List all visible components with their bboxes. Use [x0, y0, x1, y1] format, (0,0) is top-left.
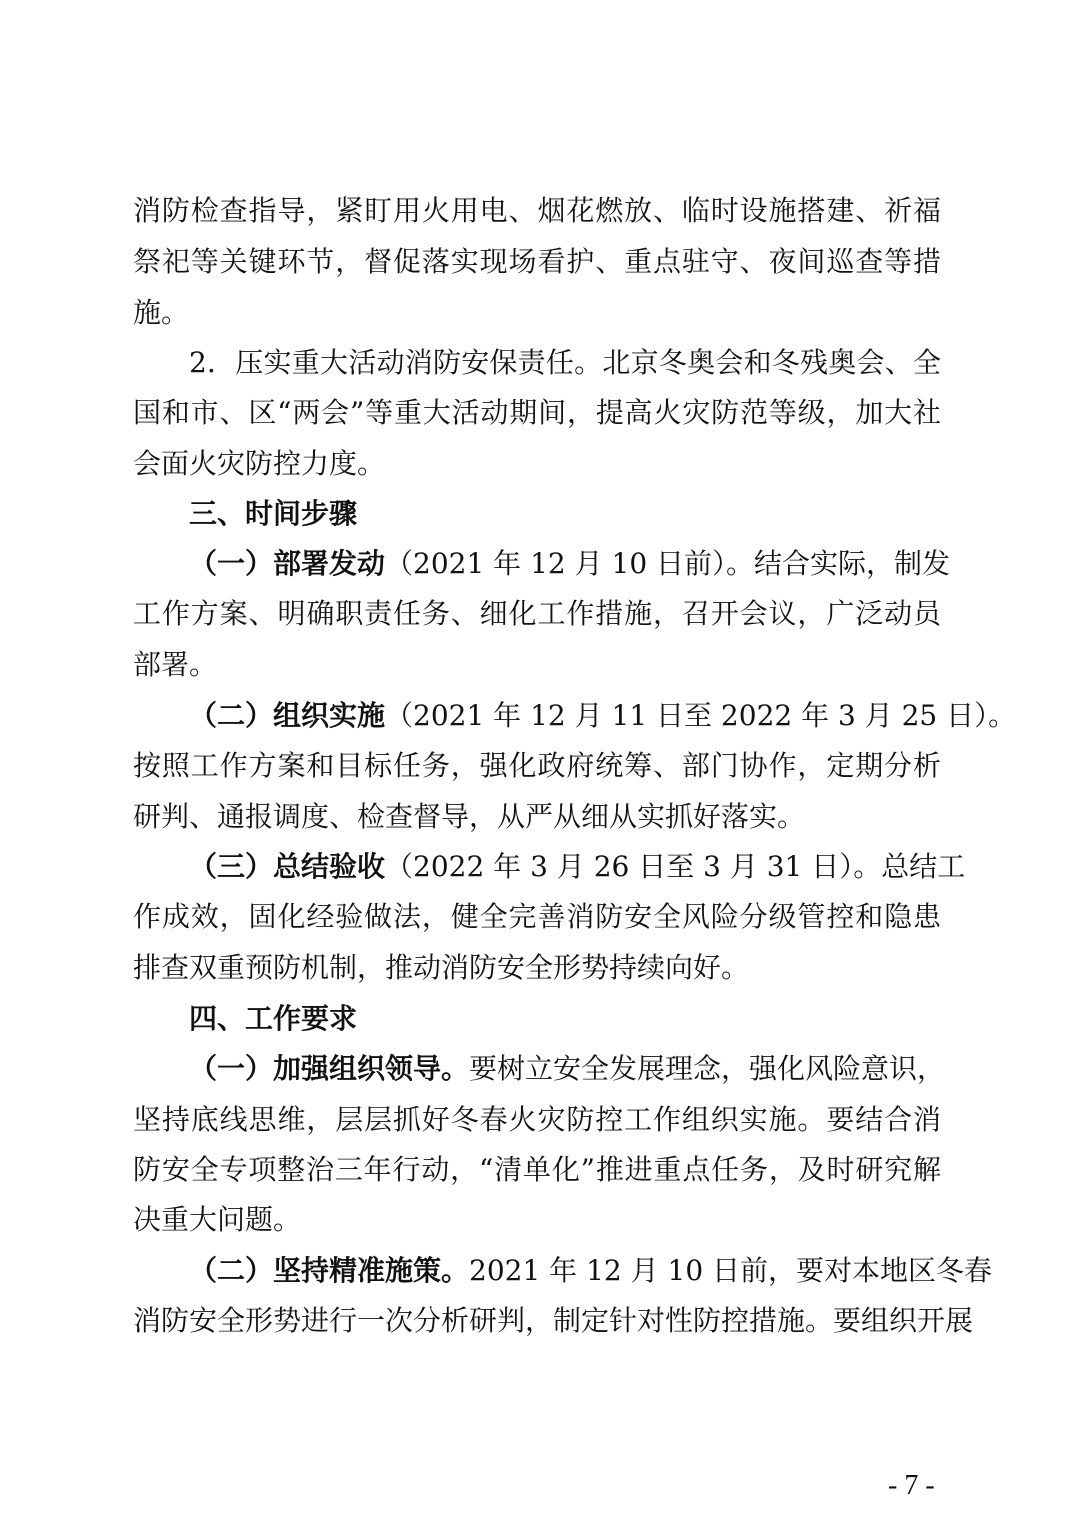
- body-text-line: 排查双重预防机制，推动消防安全形势持续向好。: [133, 951, 750, 984]
- body-text-line: 消防检查指导，紧盯用火用电、烟花燃放、临时设施搭建、祈福: [133, 194, 941, 227]
- body-text-line: 工作方案、明确职责任务、细化工作措施，召开会议，广泛动员: [133, 597, 941, 630]
- body-text-line: 会面火灾防控力度。: [133, 447, 386, 480]
- body-text-line: 坚持底线思维，层层抓好冬春火灾防控工作组织实施。要结合消: [133, 1103, 941, 1136]
- body-text-line: 防安全专项整治三年行动，“清单化”推进重点任务，及时研究解: [133, 1153, 941, 1186]
- body-text-span: 2021 年 12 月 10 日前，要对本地区冬春: [469, 1254, 993, 1287]
- body-text-span: （2022 年 3 月 26 日至 3 月 31 日）。总结工: [385, 850, 966, 883]
- section-heading-time-steps: 三、时间步骤: [189, 497, 358, 530]
- body-text-line: 决重大问题。: [133, 1203, 302, 1236]
- body-text-line: 部署。: [133, 648, 218, 681]
- body-text-line: 作成效，固化经验做法，健全完善消防安全风险分级管控和隐患: [133, 900, 941, 933]
- body-text-line: [189, 1251, 993, 1291]
- body-text-span: 要树立安全发展理念，强化风险意识，: [469, 1052, 946, 1085]
- body-text-line: 施。: [133, 296, 190, 329]
- body-text-line: 国和市、区“两会”等重大活动期间，提高火灾防范等级，加大社: [133, 396, 941, 429]
- subsection-title: （三）总结验收: [189, 850, 386, 883]
- body-text-line: 消防安全形势进行一次分析研判，制定针对性防控措施。要组织开展: [133, 1304, 974, 1337]
- body-text-line: [189, 847, 966, 887]
- body-text-line: 研判、通报调度、检查督导，从严从细从实抓好落实。: [133, 800, 806, 833]
- body-text-line: 2．压实重大活动消防安保责任。北京冬奥会和冬残奥会、全: [189, 346, 941, 379]
- body-text-line: [189, 696, 1017, 736]
- subsection-title: （一）加强组织领导。: [189, 1052, 470, 1085]
- body-text-span: （2021 年 12 月 11 日至 2022 年 3 月 25 日）。: [385, 699, 1017, 732]
- body-text-line: [189, 1049, 946, 1089]
- subsection-title: （一）部署发动: [189, 547, 386, 580]
- subsection-title: （二）坚持精准施策。: [189, 1254, 470, 1287]
- body-text-line: 祭祀等关键环节，督促落实现场看护、重点驻守、夜间巡查等措: [133, 245, 941, 278]
- page-number: - 7 -: [888, 1470, 935, 1501]
- body-text-span: （2021 年 12 月 10 日前）。结合实际，制发: [385, 547, 951, 580]
- subsection-title: （二）组织实施: [189, 699, 386, 732]
- body-text-line: [189, 544, 951, 584]
- section-heading-work-requirements: 四、工作要求: [189, 1002, 358, 1035]
- body-text-line: 按照工作方案和目标任务，强化政府统筹、部门协作，定期分析: [133, 749, 941, 782]
